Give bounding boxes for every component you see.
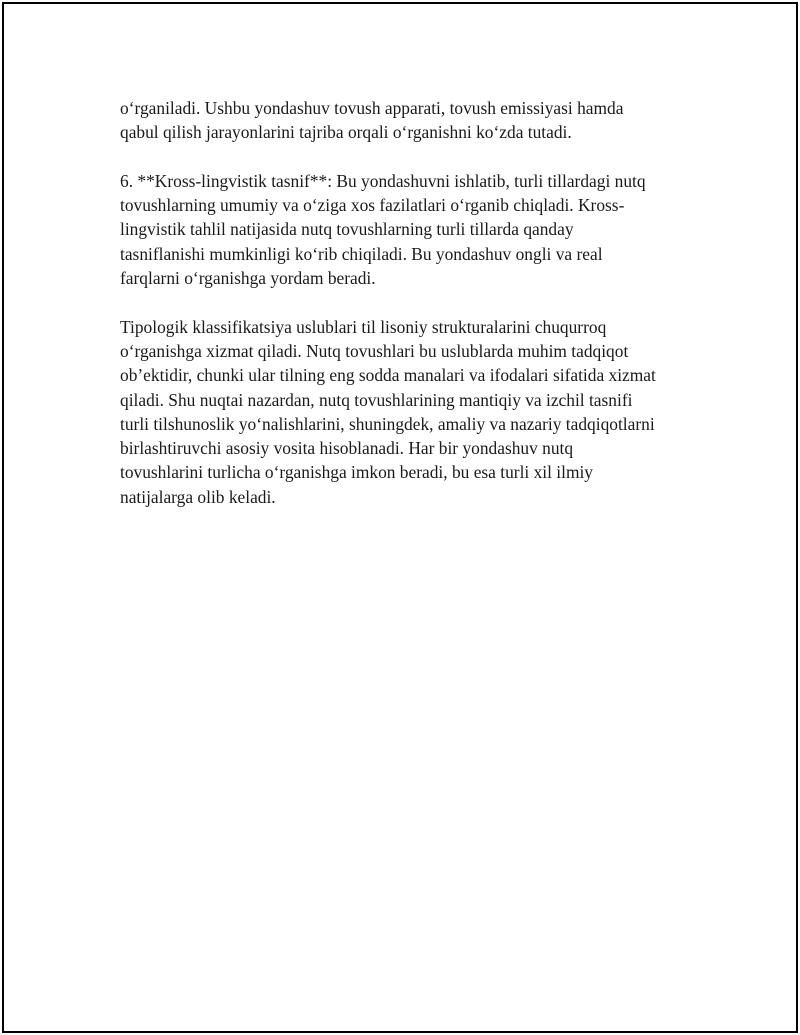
text-line: qabul qilish jarayonlarini tajriba orqali o‘rganishni ko‘zda tutadi. [120,122,572,143]
text-line: turli tilshunoslik yo‘nalishlarini, shuningdek, amaliy va nazariy tadqiqotlarni [120,413,655,434]
text-line: lingvistik tahlil natijasida nutq tovushlarning turli tillarda qanday [120,219,574,240]
text-line: Tipologik klassifikatsiya uslublari til lisoniy strukturalarini chuqurroq [120,316,607,337]
document-body [120,96,700,533]
text-line: farqlarni o‘rganishga yordam beradi. [120,268,376,289]
text-line: o‘rganiladi. Ushbu yondashuv tovush apparati, tovush emissiyasi hamda [120,98,624,118]
text-line: tovushlarning umumiy va o‘ziga xos fazilatlari o‘rganib chiqladi. Kross- [120,195,625,216]
text-line: ob’ektidir, chunki ular tilning eng sodda manalari va ifodalari sifatida xizmat [120,365,656,386]
document-page [2,2,798,1033]
text-line: tovushlarini turlicha o‘rganishga imkon beradi, bu esa turli xil ilmiy [120,462,594,483]
text-line: natijalarga olib keladi. [120,486,276,507]
text-line: birlashtiruvchi asosiy vosita hisoblanadi. Har bir yondashuv nutq [120,438,574,459]
paragraph-2 [120,169,700,290]
paragraph-3 [120,315,700,509]
text-line: qiladi. Shu nuqtai nazardan, nutq tovushlarining mantiqiy va izchil tasnifi [120,389,633,410]
text-line: 6. **Kross-lingvistik tasnif**: Bu yondashuvni ishlatib, turli tillardagi nutq [120,170,646,191]
text-line: o‘rganishga xizmat qiladi. Nutq tovushlari bu uslublarda muhim tadqiqot [120,340,629,361]
paragraph-1 [120,96,700,145]
text-line: tasniflanishi mumkinligi ko‘rib chiqiladi. Bu yondashuv ongli va real [120,243,603,264]
